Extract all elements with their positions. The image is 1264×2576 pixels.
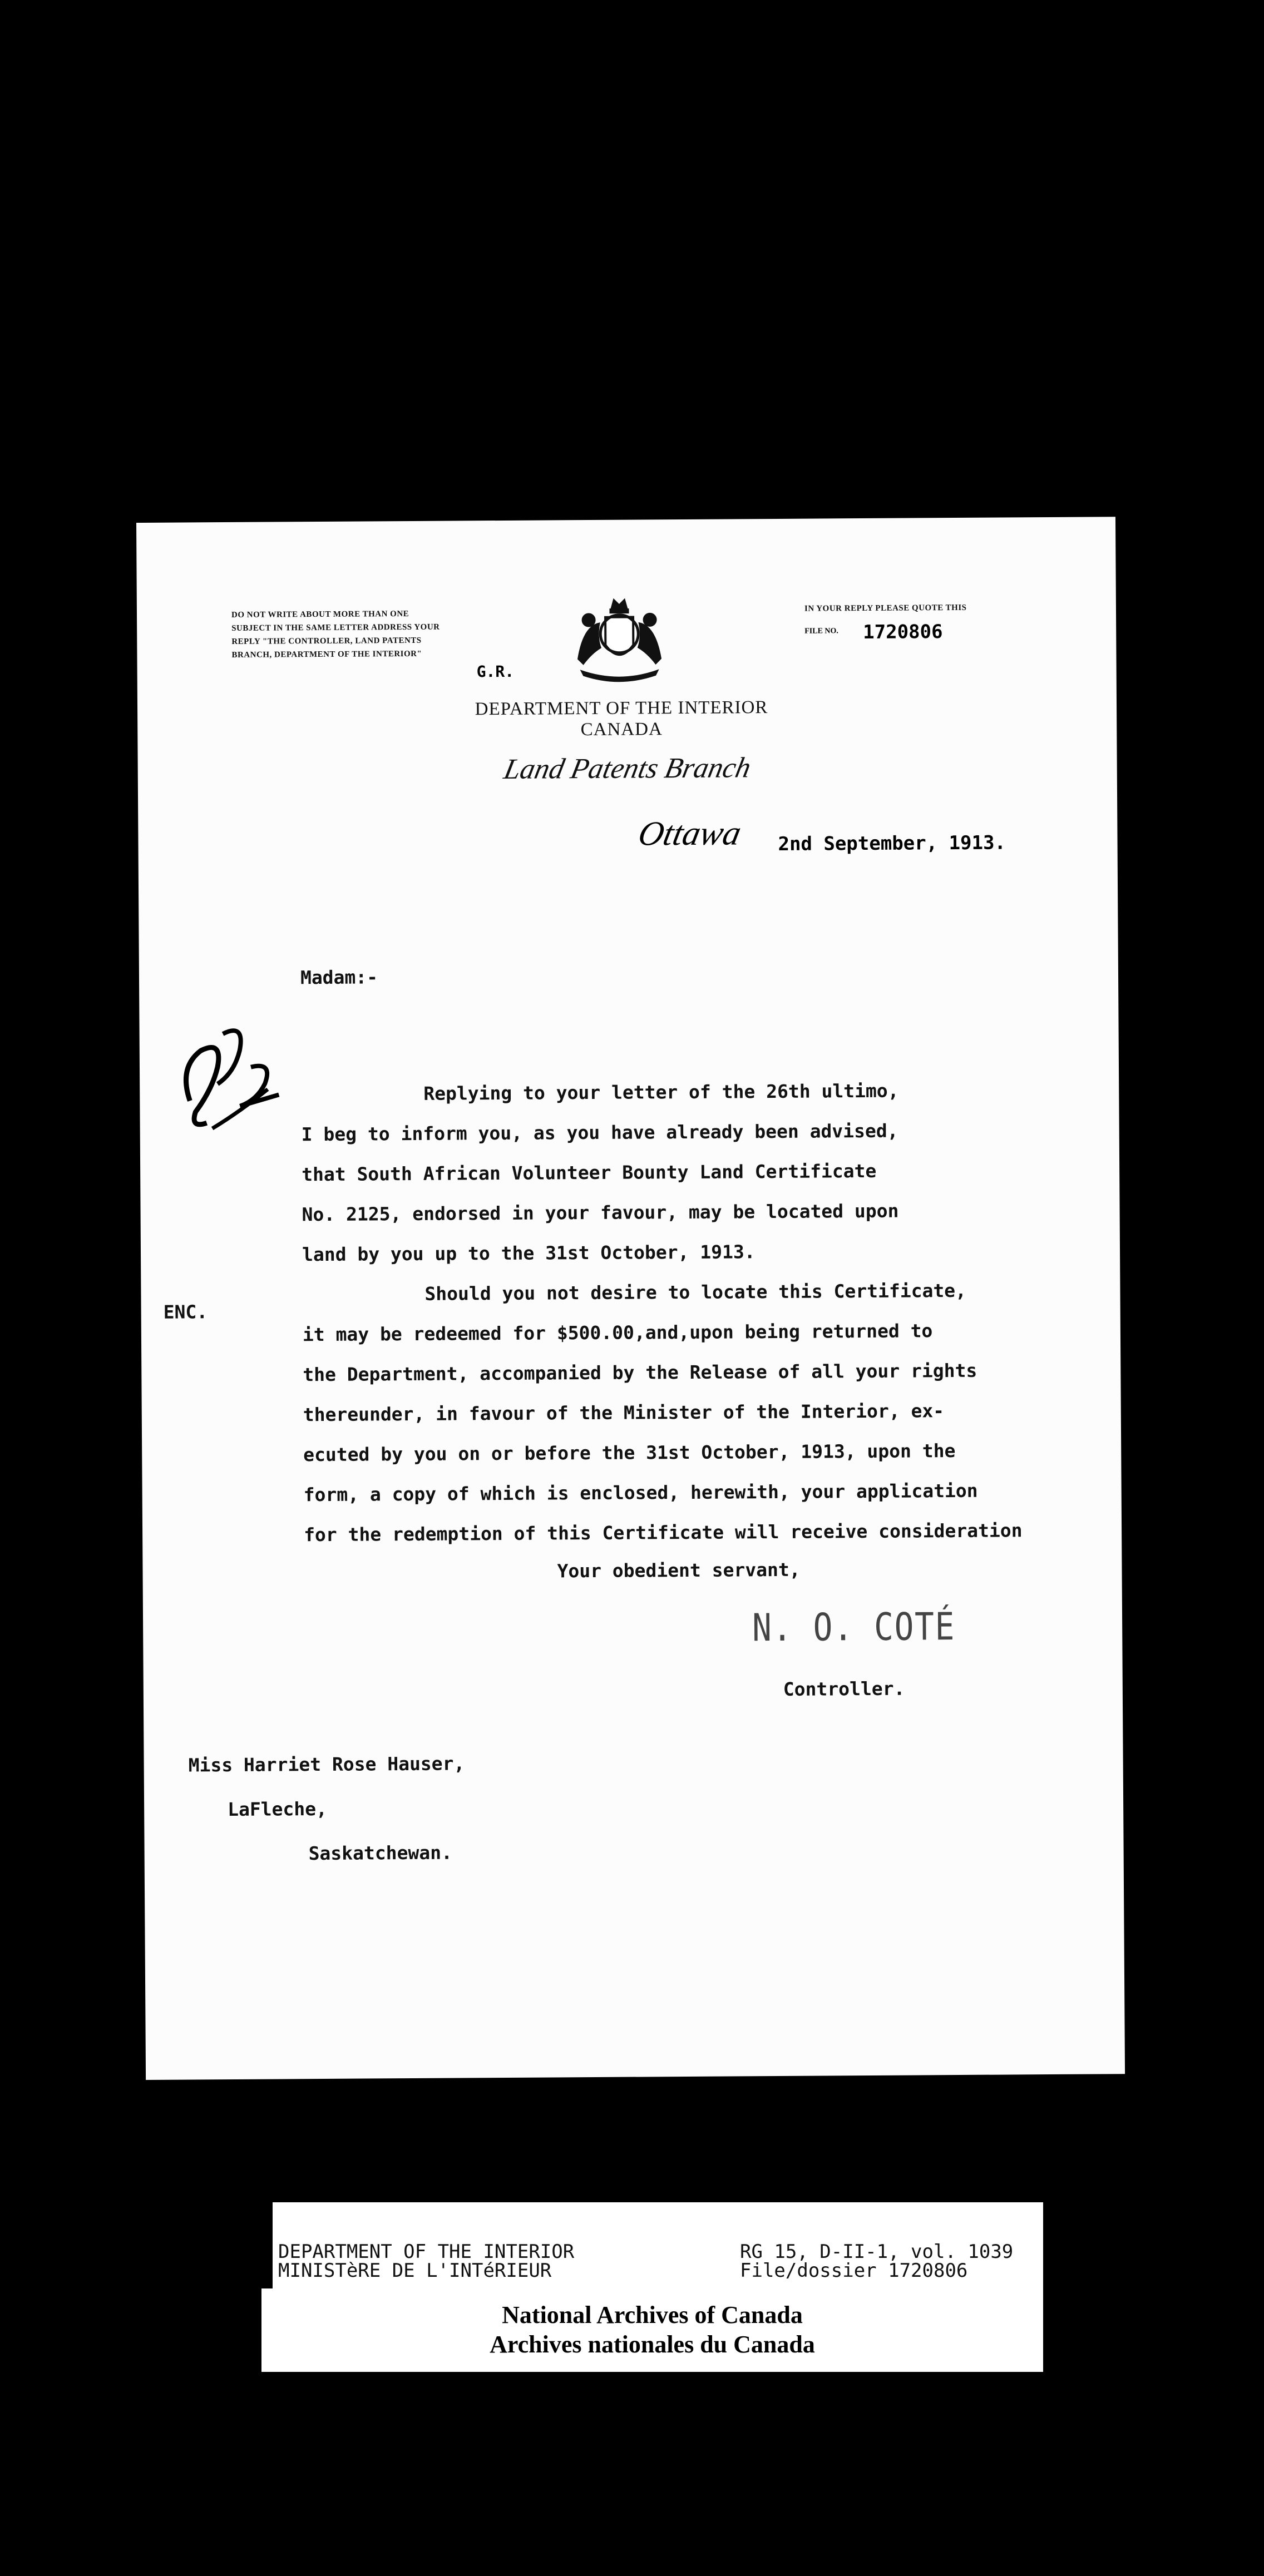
addressee-name: Miss Harriet Rose Hauser, xyxy=(188,1752,465,1776)
addressee-province: Saskatchewan. xyxy=(308,1841,453,1865)
letter-line: form, a copy of which is enclosed, herewith, your application xyxy=(303,1479,978,1506)
letter-line: it may be redeemed for $500.00,and,upon being returned to xyxy=(302,1320,933,1346)
letter-line: ecuted by you on or before the 31st October, 1913, upon the xyxy=(303,1440,956,1466)
enclosure-mark: ENC. xyxy=(163,1301,208,1323)
archive-dept-fr: MINISTèRE DE L'INTéRIEUR xyxy=(278,2260,552,2282)
country-name: CANADA xyxy=(580,719,663,740)
letter-line: land by you up to the 31st October, 1913. xyxy=(302,1241,756,1266)
city-name: Ottawa xyxy=(635,814,745,853)
archive-reference: RG 15, D-II-1, vol. 1039 xyxy=(740,2241,1014,2263)
header-instruction-note: DO NOT WRITE ABOUT MORE THAN ONE SUBJECT IN THE SAME LETTER ADDRESS YOUR REPLY "THE CONTROLLER, LAND PATENTS BRANCH, DEPARTMENT OF THE INTERIOR" xyxy=(231,610,440,660)
reply-quote-note: IN YOUR REPLY PLEASE QUOTE THIS xyxy=(804,603,967,613)
addressee-town: LaFleche, xyxy=(228,1797,328,1821)
branch-name: Land Patents Branch xyxy=(501,752,754,786)
letter-line: I beg to inform you, as you have already been advised, xyxy=(301,1119,898,1146)
file-number-label: FILE NO. xyxy=(804,627,838,636)
royal-cipher: G.R. xyxy=(476,662,515,681)
letter-page xyxy=(136,517,1125,2080)
archives-name-label xyxy=(261,2288,1043,2372)
archive-reference-label xyxy=(273,2202,1043,2288)
signatory-title: Controller. xyxy=(783,1677,905,1700)
file-number: 1720806 xyxy=(863,621,943,644)
letter-line: Should you not desire to locate this Certificate, xyxy=(424,1279,967,1305)
archives-name-en: National Archives of Canada xyxy=(502,2301,803,2329)
handwritten-annotation xyxy=(167,1000,296,1167)
royal-coat-of-arms-icon xyxy=(566,592,673,687)
letter-line: thereunder, in favour of the Minister of the Interior, ex- xyxy=(303,1400,945,1426)
letter-line: that South African Volunteer Bounty Land Certificate xyxy=(302,1160,877,1186)
archive-dept-en: DEPARTMENT OF THE INTERIOR xyxy=(278,2241,575,2263)
closing: Your obedient servant, xyxy=(557,1558,801,1582)
letter-line: for the redemption of this Certificate will receive consideration xyxy=(304,1519,1023,1546)
letter-line: Replying to your letter of the 26th ultimo, xyxy=(423,1079,899,1104)
archives-name-fr: Archives nationales du Canada xyxy=(490,2331,815,2358)
signature-stamp: N. O. COTÉ xyxy=(752,1605,956,1651)
archive-file-number: File/dossier 1720806 xyxy=(740,2260,968,2282)
department-heading xyxy=(427,697,816,741)
letter-line: No. 2125, endorsed in your favour, may be located upon xyxy=(302,1200,899,1226)
department-name: DEPARTMENT OF THE INTERIOR xyxy=(475,697,768,720)
letter-line: the Department, accompanied by the Release of all your rights xyxy=(303,1359,977,1386)
salutation: Madam:- xyxy=(300,966,378,989)
letter-date: 2nd September, 1913. xyxy=(778,831,1006,855)
